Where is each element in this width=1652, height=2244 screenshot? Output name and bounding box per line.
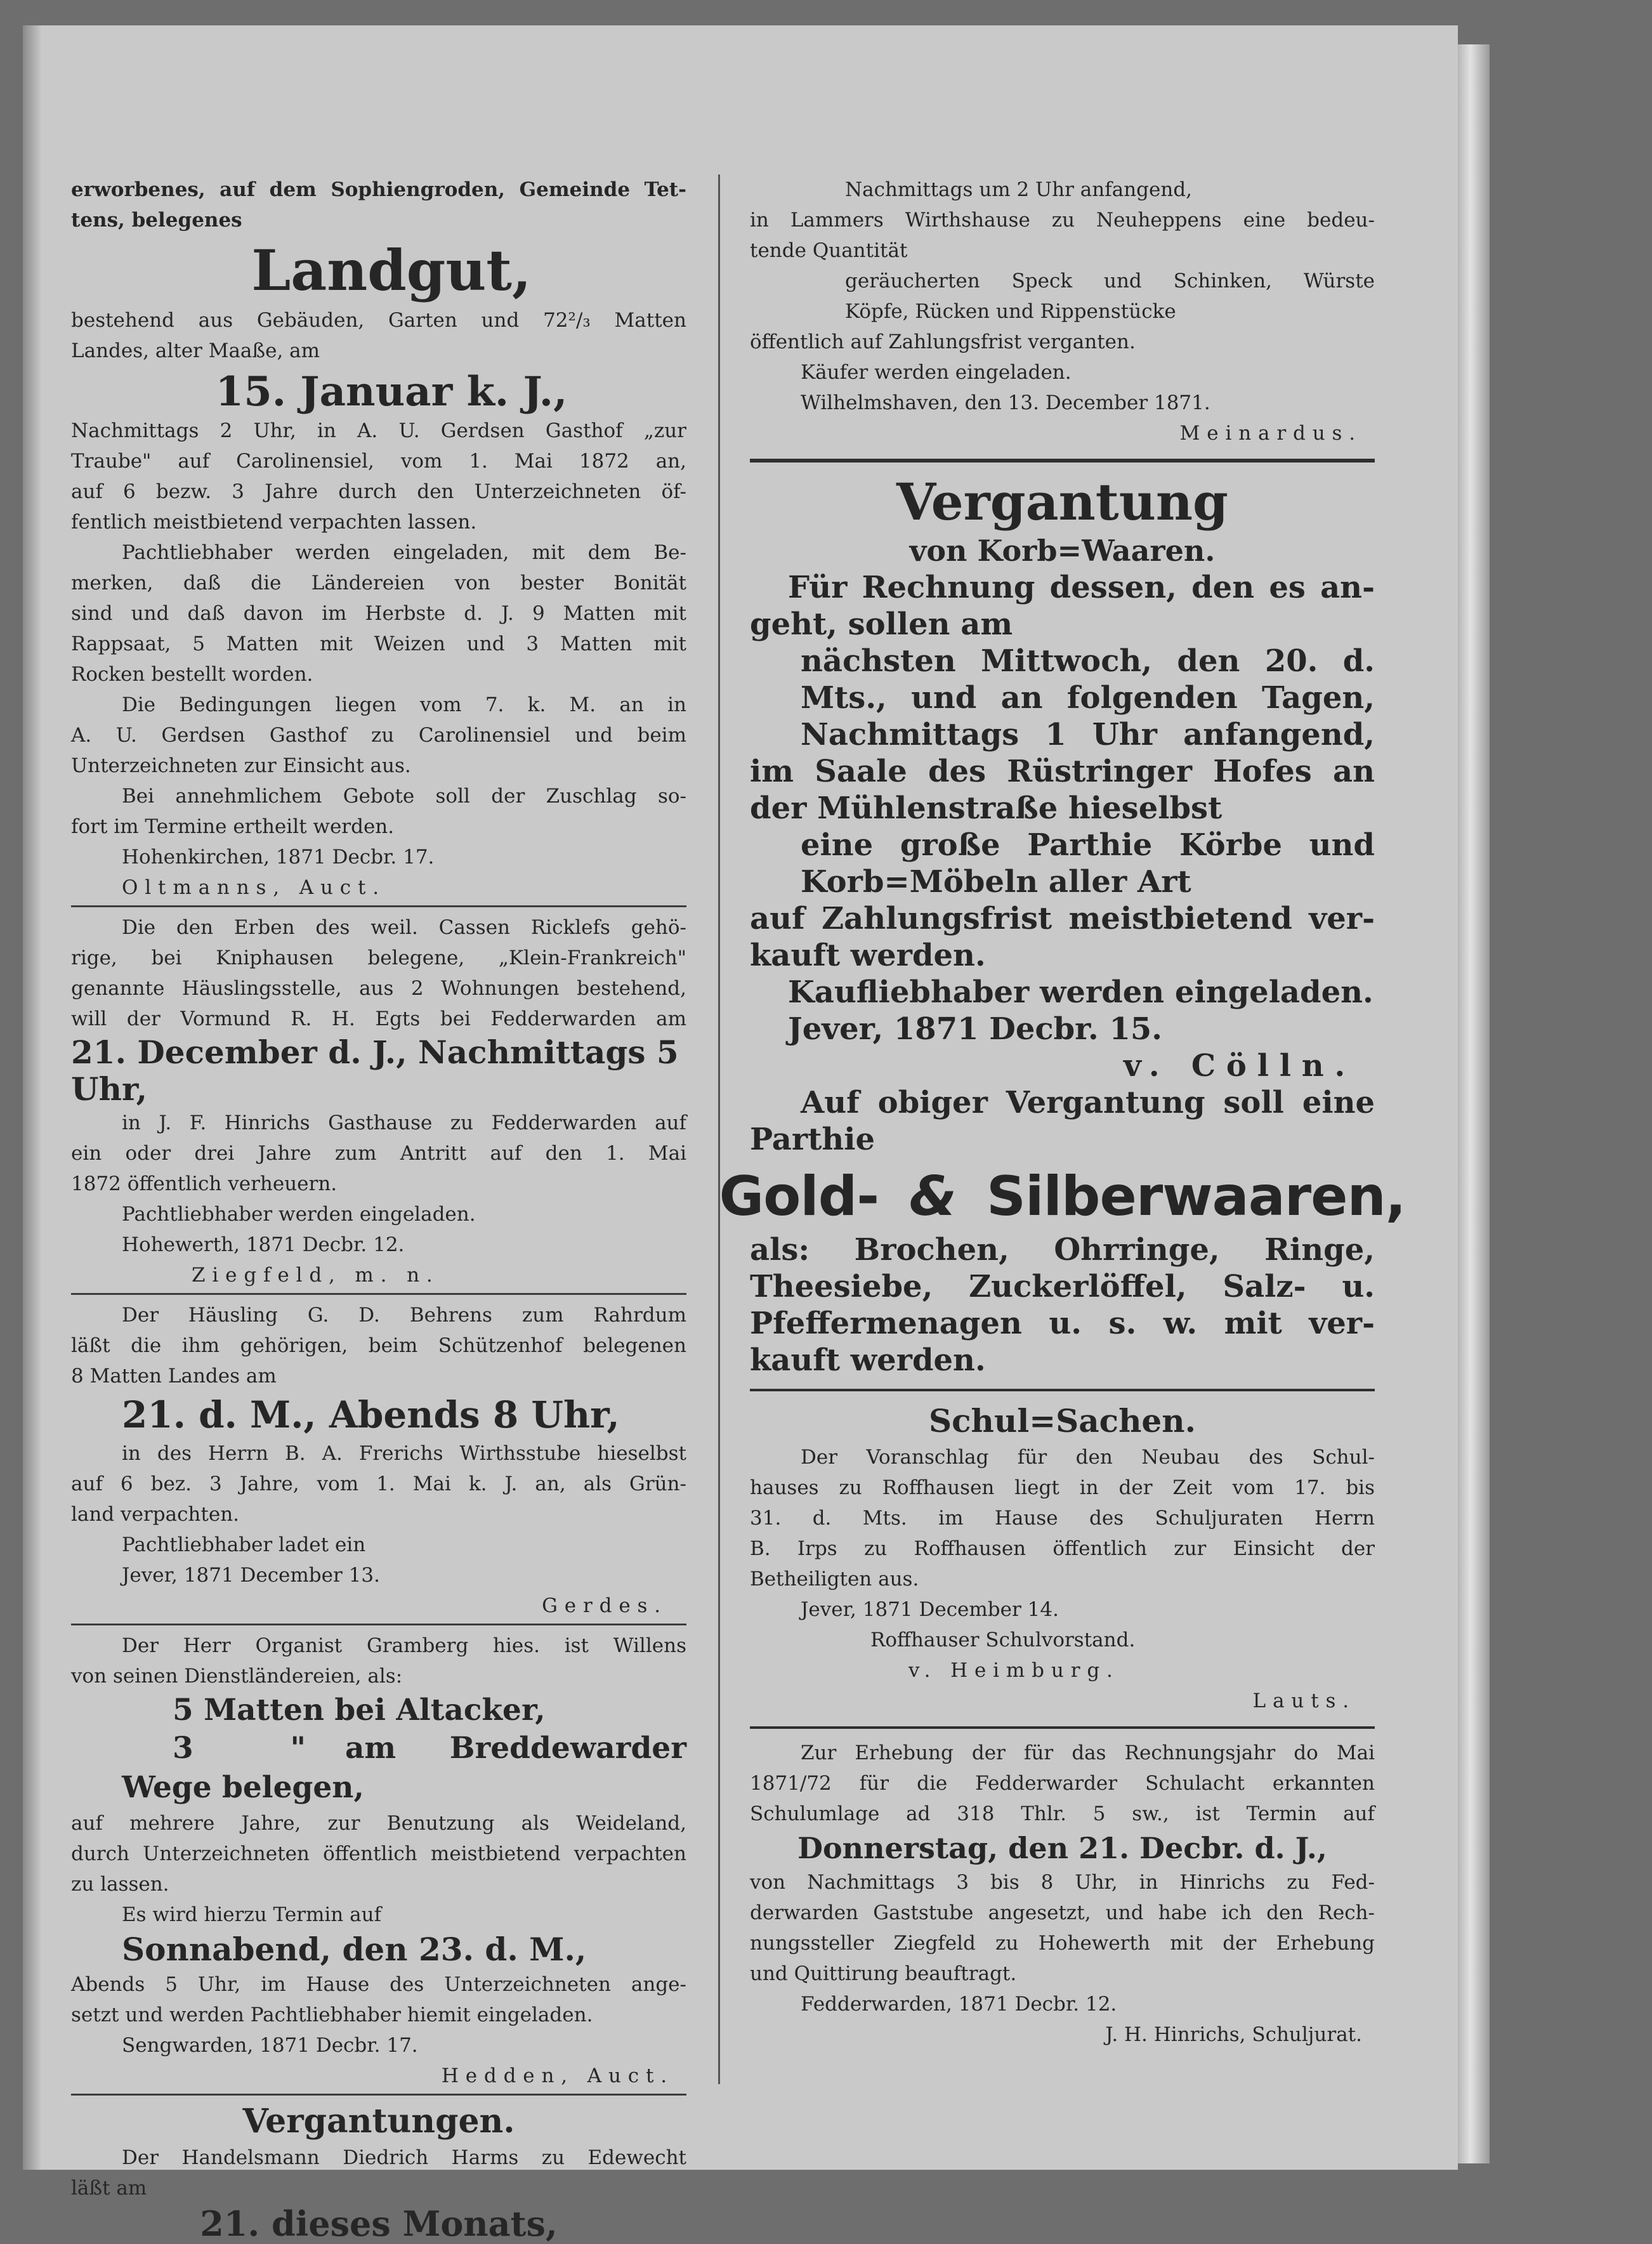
divider xyxy=(71,2094,686,2096)
text-line: nächsten Mittwoch, den 20. d. xyxy=(801,643,1375,679)
ad-place-date: Hohenkirchen, 1871 Decbr. 17. xyxy=(122,846,435,869)
ad-schul-sachen xyxy=(750,1400,1375,1716)
divider xyxy=(750,459,1375,463)
ad-place-date: Jever, 1871 Decbr. 15. xyxy=(788,1011,1162,1047)
text-line: Pachtliebhaber werden eingeladen, mit dem Be- xyxy=(122,541,686,564)
text-line: Kaufliebhaber werden eingeladen. xyxy=(788,974,1373,1010)
ad-place-date: Jever, 1871 December 14. xyxy=(801,1598,1059,1621)
text-line: eine große Parthie Körbe und xyxy=(801,827,1375,863)
text-line: Die den Erben des weil. Cassen Ricklefs gehö- xyxy=(122,916,686,939)
ad-gramberg xyxy=(71,1631,686,2091)
text-line: land verpachten. xyxy=(71,1503,240,1526)
text-line: und Quittirung beauftragt. xyxy=(750,1962,1017,1985)
text-line: genannte Häuslingsstelle, aus 2 Wohnungen bestehend, xyxy=(71,977,686,1000)
text-line: Nachmittags 2 Uhr, in A. U. Gerdsen Gasthof „zur xyxy=(71,419,686,442)
ad-speck xyxy=(750,174,1375,449)
ad-signature: Gerdes. xyxy=(542,1594,667,1617)
text-line: Auf obiger Vergantung soll eine xyxy=(801,1085,1375,1120)
ad-signature: Oltmanns, Auct. xyxy=(122,876,386,899)
ad-schulumlage xyxy=(750,1738,1375,2050)
text-line: B. Irps zu Roffhausen öffentlich zur Einsicht der xyxy=(750,1537,1375,1560)
text-line: geräucherten Speck und Schinken, Würste xyxy=(845,270,1375,292)
ad-landgut xyxy=(71,174,686,903)
text-line: Pachtliebhaber ladet ein xyxy=(122,1533,366,1556)
text-line: will der Vormund R. H. Egts bei Fedderwarden am xyxy=(71,1007,686,1030)
ad-signature: Meinardus. xyxy=(1179,422,1362,445)
text-line: Rocken bestellt worden. xyxy=(71,663,313,686)
ad-subtitle: von Korb=Waaren. xyxy=(909,534,1216,568)
ampersand-glyph: & xyxy=(909,1165,957,1228)
ad-signature: v. Heimburg. xyxy=(908,1659,1120,1682)
text-line: tens, belegenes xyxy=(71,209,242,232)
text-line: Traube" auf Carolinensiel, vom 1. Mai 1872 an, xyxy=(71,450,686,473)
text-line: Bei annehmlichem Gebote soll der Zuschlag so- xyxy=(122,785,686,808)
ad-place-date: Wilhelmshaven, den 13. December 1871. xyxy=(801,391,1210,414)
text-line: von seinen Dienstländereien, als: xyxy=(71,1665,403,1688)
text-line: merken, daß die Ländereien von bester Bonität xyxy=(71,572,686,594)
text-line: hauses zu Roffhausen liegt in der Zeit vom 17. bis xyxy=(750,1476,1375,1499)
text-line: in J. F. Hinrichs Gasthause zu Fedderwarden auf xyxy=(122,1112,686,1134)
ad-date: 15. Januar k. J., xyxy=(215,368,568,416)
page-edge xyxy=(1458,44,1490,2163)
section-title: Vergantungen. xyxy=(242,2102,515,2141)
text-line: Für Rechnung dessen, den es an- xyxy=(788,570,1375,605)
section-title: Schul=Sachen. xyxy=(928,1402,1196,1440)
text-line: Der Voranschlag für den Neubau des Schul- xyxy=(801,1446,1375,1469)
ad-signature: J. H. Hinrichs, Schuljurat. xyxy=(1105,2023,1362,2046)
ad-behrens xyxy=(71,1300,686,1621)
ad-place-date: Hohewerth, 1871 Decbr. 12. xyxy=(122,1233,405,1256)
ad-signature: Hedden, Auct. xyxy=(441,2064,674,2087)
ad-title: Vergantung xyxy=(896,472,1228,532)
text-line: rige, bei Kniphausen belegene, „Klein-Frankreich" xyxy=(71,947,686,969)
text-line: Es wird hierzu Termin auf xyxy=(122,1903,382,1926)
text-line: fort im Termine ertheilt werden. xyxy=(71,815,395,838)
text-line: Köpfe, Rücken und Rippenstücke xyxy=(845,300,1176,323)
text-line: geht, sollen am xyxy=(750,607,1013,642)
text-line: 1871/72 für die Fedderwarder Schulacht erkannten xyxy=(750,1772,1375,1795)
ad-date: Donnerstag, den 21. Decbr. d. J., xyxy=(797,1831,1327,1865)
text-line: 8 Matten Landes am xyxy=(71,1365,277,1388)
ad-place-date: Fedderwarden, 1871 Decbr. 12. xyxy=(801,1993,1117,2016)
ad-vergantungen xyxy=(71,2101,686,2244)
text-line: ein oder drei Jahre zum Antritt auf den 1. Mai xyxy=(71,1142,686,1165)
text-line: Nachmittags um 2 Uhr anfangend, xyxy=(845,178,1193,201)
divider xyxy=(71,905,686,907)
text-line: tende Quantität xyxy=(750,239,908,262)
listing-line xyxy=(71,1729,686,1768)
text-line: der Mühlenstraße hieselbst xyxy=(750,791,1223,826)
text-line: Abends 5 Uhr, im Hause des Unterzeichneten ange- xyxy=(71,1973,686,1996)
ad-signature: Lauts. xyxy=(1252,1690,1356,1712)
text-line: auf Zahlungsfrist meistbietend ver- xyxy=(750,901,1375,936)
ad-title: Landgut, xyxy=(251,237,532,303)
gold-silver-headline xyxy=(719,1162,1406,1231)
text-line: auf 6 bezw. 3 Jahre durch den Unterzeichneten öf- xyxy=(71,480,686,503)
divider xyxy=(750,1726,1375,1729)
text-line: auf 6 bez. 3 Jahre, vom 1. Mai k. J. an, als Grün- xyxy=(71,1473,686,1495)
ad-korb-waaren xyxy=(719,471,1406,1379)
text-line: Nachmittags 1 Uhr anfangend, xyxy=(801,717,1375,752)
ad-date: Sonnabend, den 23. d. M., xyxy=(122,1931,587,1968)
text-line: Pachtliebhaber werden eingeladen. xyxy=(122,1203,476,1226)
ad-date: 21. dieses Monats, xyxy=(200,2203,558,2244)
text-line: Theesiebe, Zuckerlöffel, Salz- u. xyxy=(750,1269,1375,1304)
listing-word: Breddewarder xyxy=(449,1731,686,1766)
text-line: in Lammers Wirthshause zu Neuheppens eine bedeu- xyxy=(750,209,1375,232)
text-line: Die Bedingungen liegen vom 7. k. M. an in xyxy=(122,693,686,716)
text-line: Landes, alter Maaße, am xyxy=(71,339,320,362)
text-line: 31. d. Mts. im Hause des Schuljuraten Herrn xyxy=(750,1507,1375,1530)
text-line: Rappsaat, 5 Matten mit Weizen und 3 Matten mit xyxy=(71,633,686,655)
ad-signature: Ziegfeld, m. n. xyxy=(192,1264,440,1287)
text-line: als: Brochen, Ohrringe, Ringe, xyxy=(750,1232,1375,1268)
text-line: Mts., und an folgenden Tagen, xyxy=(801,680,1375,716)
text-line: A. U. Gerdsen Gasthof zu Carolinensiel und beim xyxy=(71,724,686,747)
text-line: Käufer werden eingeladen. xyxy=(801,361,1072,384)
text-line: durch Unterzeichneten öffentlich meistbietend verpachten xyxy=(71,1842,686,1865)
text-line: erworbenes, auf dem Sophiengroden, Gemeinde Tet- xyxy=(71,178,686,201)
text-line: zu lassen. xyxy=(71,1873,169,1896)
text-line: in des Herrn B. A. Frerichs Wirthsstube hieselbst xyxy=(122,1442,686,1465)
text-line: nungssteller Ziegfeld zu Hohewerth mit der Erhebung xyxy=(750,1932,1375,1955)
text-line: Unterzeichneten zur Einsicht aus. xyxy=(71,754,411,777)
text-line: 1872 öffentlich verheuern. xyxy=(71,1172,338,1195)
page-gutter xyxy=(23,25,42,2170)
text-line: sind und daß davon im Herbste d. J. 9 Matten mit xyxy=(71,602,686,625)
text-line: Der Herr Organist Gramberg hies. ist Willens xyxy=(122,1634,686,1657)
text-line: kauft werden. xyxy=(750,1342,986,1378)
text-line: öffentlich auf Zahlungsfrist verganten. xyxy=(750,331,1136,353)
listing-line: Wege belegen, xyxy=(122,1770,364,1805)
text-line: läßt die ihm gehörigen, beim Schützenhof belegenen xyxy=(71,1334,686,1357)
right-column xyxy=(719,174,1406,2090)
text-line: fentlich meistbietend verpachten lassen. xyxy=(71,511,477,534)
ad-date: 21. d. M., Abends 8 Uhr, xyxy=(122,1393,620,1436)
listing-number: 3 xyxy=(173,1731,193,1766)
ad-klein-frankreich xyxy=(71,912,686,1290)
text-line: setzt und werden Pachtliebhaber hiemit eingeladen. xyxy=(71,2004,593,2026)
divider xyxy=(71,1293,686,1295)
text-line: Der Handelsmann Diedrich Harms zu Edewecht xyxy=(122,2146,686,2169)
text-line: Parthie xyxy=(750,1122,875,1157)
ad-place-date: Jever, 1871 December 13. xyxy=(122,1564,380,1587)
text-line: Der Häusling G. D. Behrens zum Rahrdum xyxy=(122,1304,686,1327)
ad-signature: v. Cölln. xyxy=(1124,1048,1356,1084)
ad-organization: Roffhauser Schulvorstand. xyxy=(870,1629,1136,1651)
headline-word: Gold- xyxy=(719,1165,879,1228)
ad-date: 21. December d. J., Nachmittags 5 Uhr, xyxy=(71,1033,679,1108)
text-line: Pfeffermenagen u. s. w. mit ver- xyxy=(750,1306,1375,1341)
column-divider xyxy=(718,174,720,2084)
ditto-mark: " xyxy=(290,1731,306,1766)
text-line: Zur Erhebung der für das Rechnungsjahr do Mai xyxy=(801,1742,1375,1764)
divider xyxy=(71,1624,686,1625)
text-line: läßt am xyxy=(71,2177,147,2200)
left-column xyxy=(71,174,686,2244)
text-line: im Saale des Rüstringer Hofes an xyxy=(750,754,1375,789)
headline-word: Silberwaaren, xyxy=(987,1165,1406,1228)
text-line: Korb=Möbeln aller Art xyxy=(801,864,1191,900)
ad-place-date: Sengwarden, 1871 Decbr. 17. xyxy=(122,2034,418,2057)
text-line: auf mehrere Jahre, zur Benutzung als Weideland, xyxy=(71,1812,686,1835)
text-line: Betheiligten aus. xyxy=(750,1568,919,1591)
text-line: kauft werden. xyxy=(750,938,986,973)
text-line: derwarden Gaststube angesetzt, und habe ich den Rech- xyxy=(750,1901,1375,1924)
divider xyxy=(750,1389,1375,1391)
listing-word: am xyxy=(344,1731,397,1766)
text-line: von Nachmittags 3 bis 8 Uhr, in Hinrichs zu Fed- xyxy=(750,1871,1375,1894)
text-line: Schulumlage ad 318 Thlr. 5 sw., ist Termin auf xyxy=(750,1802,1375,1825)
listing-line: 5 Matten bei Altacker, xyxy=(173,1693,546,1728)
text-line: bestehend aus Gebäuden, Garten und 72²/₃ Matten xyxy=(71,309,686,332)
